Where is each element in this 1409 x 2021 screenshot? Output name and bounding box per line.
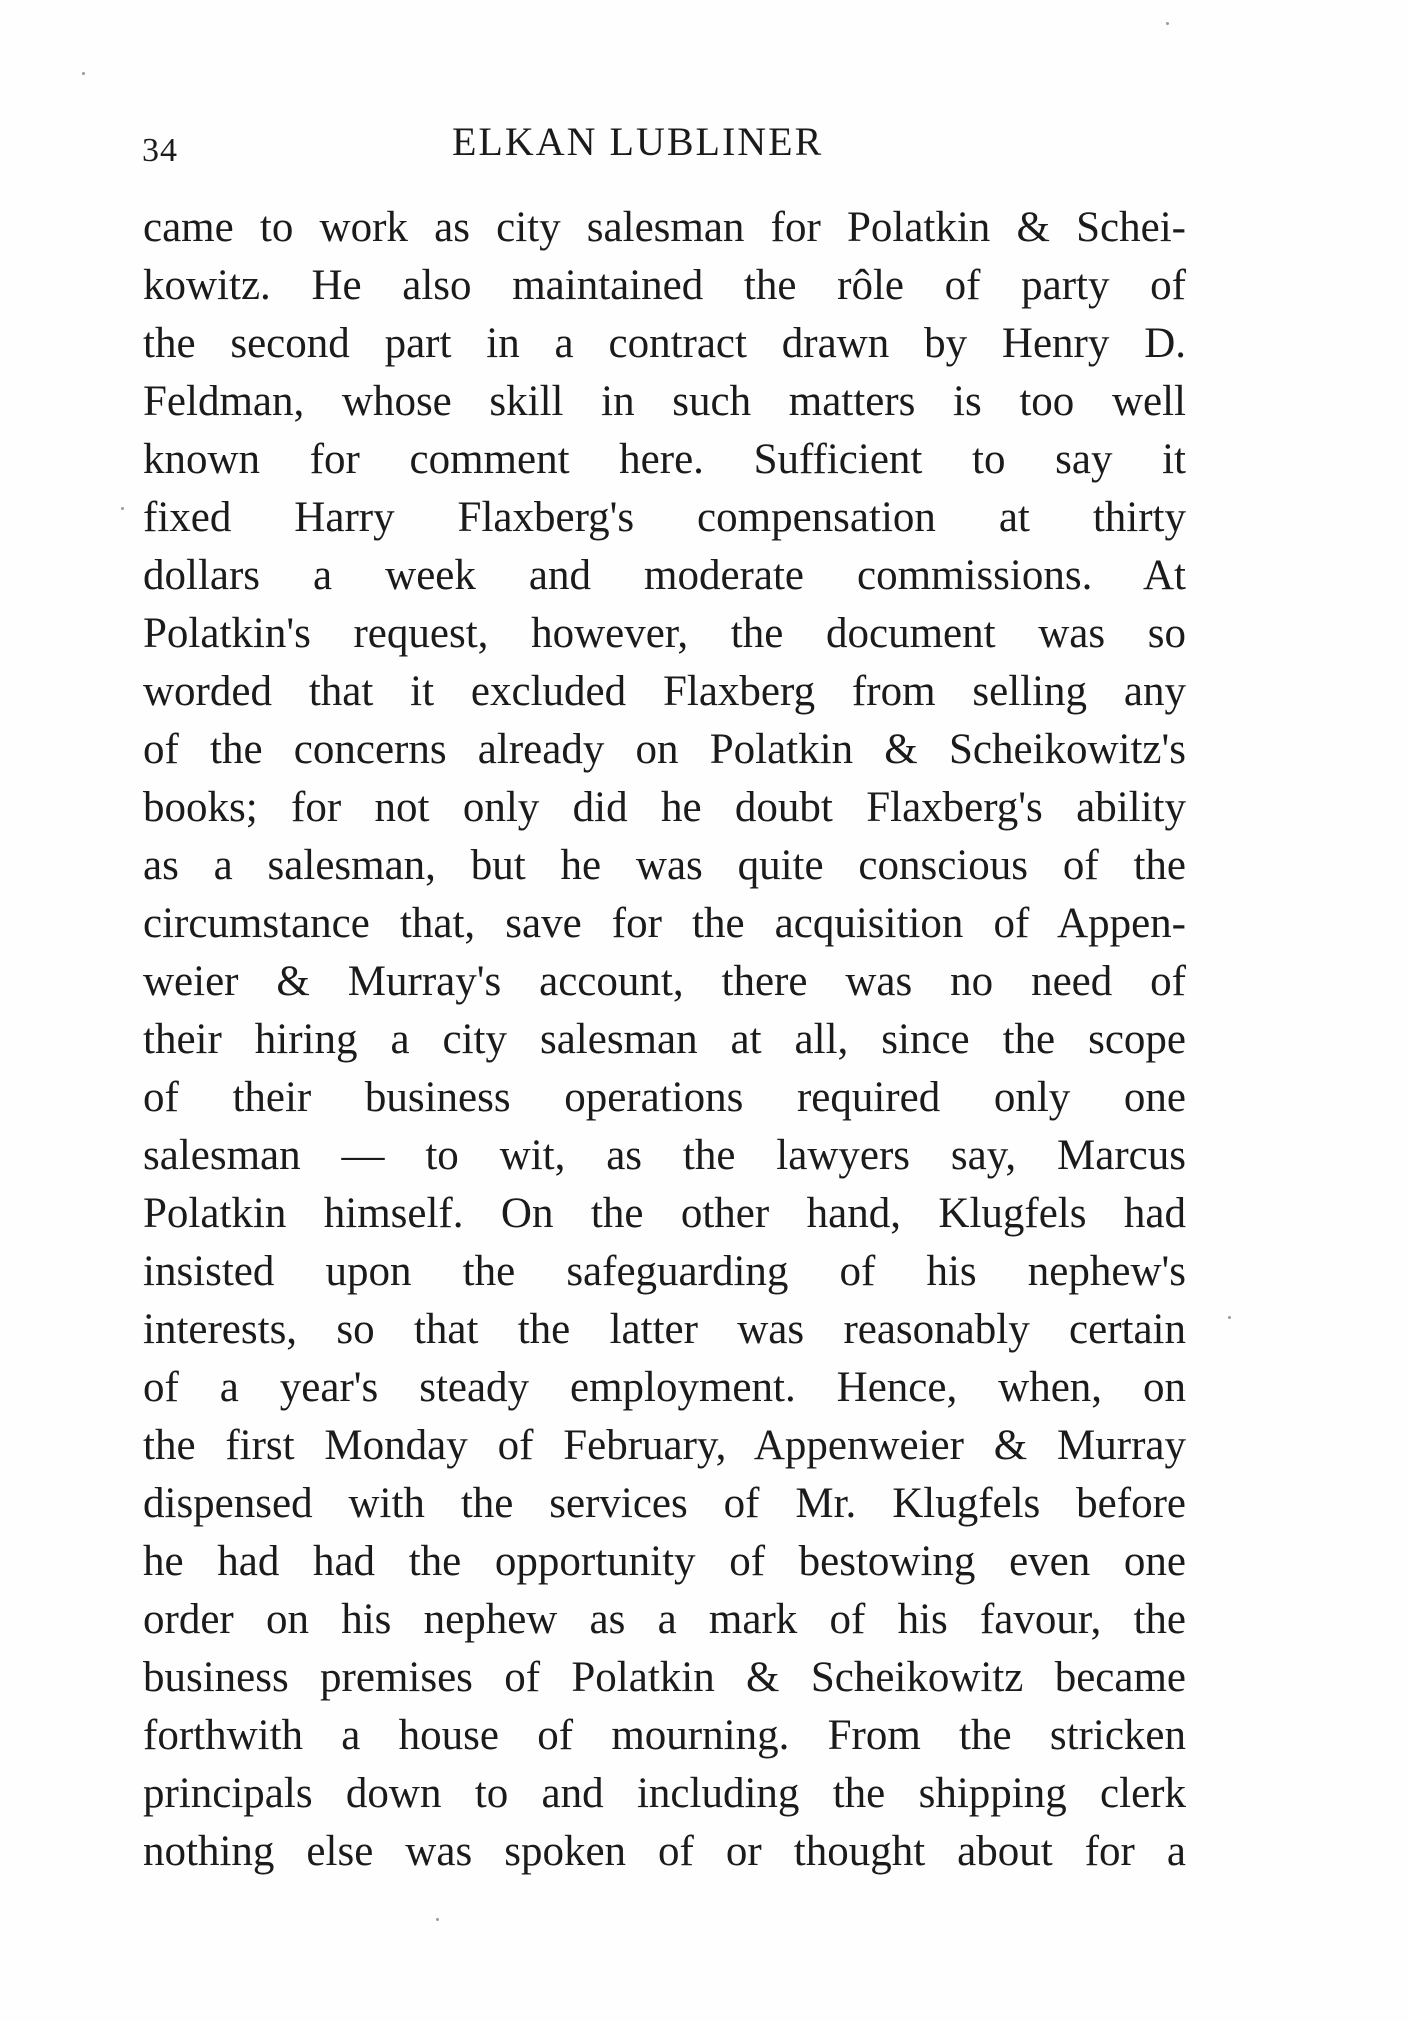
text-line: interests, so that the latter was reasonably certain [143, 1306, 1186, 1353]
paper-speck [1166, 22, 1169, 25]
text-line: fixed Harry Flaxberg's compensation at thirty [143, 494, 1186, 541]
text-line: dispensed with the services of Mr. Klugfels before [143, 1480, 1186, 1527]
text-line: of their business operations required only one [143, 1074, 1186, 1121]
text-line: insisted upon the safeguarding of his nephew's [143, 1248, 1186, 1295]
text-line: the first Monday of February, Appenweier & Murray [143, 1422, 1186, 1469]
text-line: Feldman, whose skill in such matters is too well [143, 378, 1186, 425]
text-line: salesman — to wit, as the lawyers say, Marcus [143, 1132, 1186, 1179]
text-line: worded that it excluded Flaxberg from selling any [143, 668, 1186, 715]
text-line: order on his nephew as a mark of his favour, the [143, 1596, 1186, 1643]
text-line: came to work as city salesman for Polatkin & Schei- [143, 204, 1186, 251]
running-title: ELKAN LUBLINER [452, 119, 824, 164]
text-line: known for comment here. Sufficient to say it [143, 436, 1186, 483]
text-line: their hiring a city salesman at all, since the scope [143, 1016, 1186, 1063]
text-line: of a year's steady employment. Hence, when, on [143, 1364, 1186, 1411]
page-header [142, 118, 1182, 178]
text-line: he had had the opportunity of bestowing even one [143, 1538, 1186, 1585]
text-line: circumstance that, save for the acquisition of Appen- [143, 900, 1186, 947]
text-line: principals down to and including the shipping clerk [143, 1770, 1186, 1817]
page-number: 34 [142, 132, 178, 169]
text-line: nothing else was spoken of or thought about for a [143, 1828, 1186, 1875]
text-line: the second part in a contract drawn by Henry D. [143, 320, 1186, 367]
paper-speck [121, 507, 124, 510]
text-line: as a salesman, but he was quite conscious of the [143, 842, 1186, 889]
paper-speck [1228, 1316, 1231, 1319]
text-line: Polatkin's request, however, the document was so [143, 610, 1186, 657]
text-line: weier & Murray's account, there was no need of [143, 958, 1186, 1005]
text-line: Polatkin himself. On the other hand, Klugfels had [143, 1190, 1186, 1237]
paper-speck [82, 72, 85, 75]
body-text [143, 199, 1186, 1881]
text-line: forthwith a house of mourning. From the stricken [143, 1712, 1186, 1759]
text-line: kowitz. He also maintained the rôle of party of [143, 262, 1186, 309]
text-line: business premises of Polatkin & Scheikowitz became [143, 1654, 1186, 1701]
paper-speck [436, 1918, 439, 1921]
text-line: books; for not only did he doubt Flaxberg's ability [143, 784, 1186, 831]
text-line: dollars a week and moderate commissions. At [143, 552, 1186, 599]
text-line: of the concerns already on Polatkin & Scheikowitz's [143, 726, 1186, 773]
